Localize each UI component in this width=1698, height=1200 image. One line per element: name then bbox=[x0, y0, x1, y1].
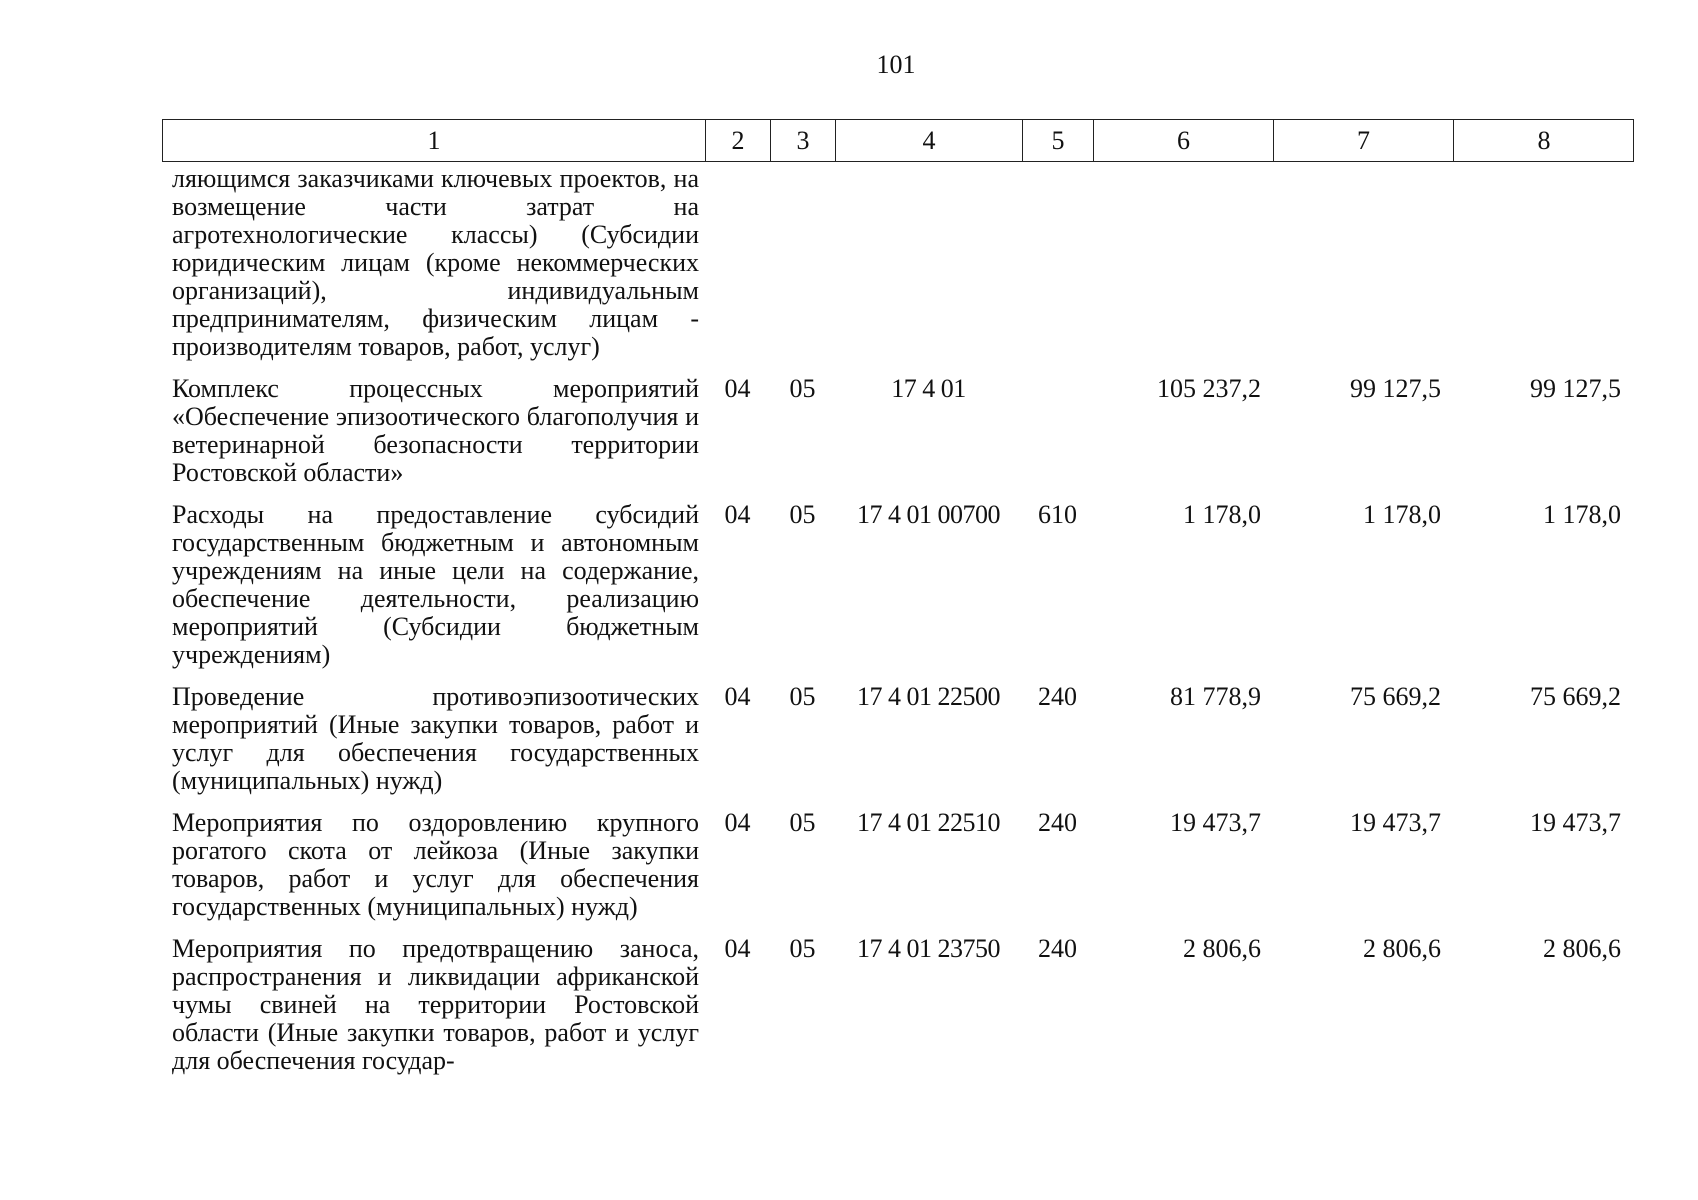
table-row bbox=[162, 809, 1634, 921]
cell-expense-type: 240 bbox=[1038, 808, 1077, 837]
cell-amount-8: 19 473,7 bbox=[1530, 808, 1621, 837]
cell-section: 04 bbox=[724, 500, 751, 529]
header-col-6: 6 bbox=[1094, 120, 1274, 161]
header-col-7: 7 bbox=[1274, 120, 1454, 161]
budget-table bbox=[162, 119, 1634, 1089]
cell-subsection: 05 bbox=[789, 808, 816, 837]
cell-expense-type bbox=[1022, 375, 1093, 487]
table-row bbox=[162, 375, 1634, 487]
cell-target-code bbox=[835, 165, 1022, 361]
cell-amount-6: 1 178,0 bbox=[1183, 500, 1261, 529]
cell-amount-7: 2 806,6 bbox=[1363, 934, 1441, 963]
header-col-2: 2 bbox=[706, 120, 771, 161]
cell-target-code: 17 4 01 22510 bbox=[857, 808, 1000, 837]
cell-target-code: 17 4 01 23750 bbox=[857, 934, 1000, 963]
row-description: Расходы на предоставление субсидий государственным бюджетным и автономным учреждениям на иные цели на содержание, обеспечение деятельности, реализацию мероприятий (Субсидии бюджетным учреждениям) bbox=[172, 500, 699, 669]
cell-amount-8: 99 127,5 bbox=[1530, 374, 1621, 403]
header-col-3: 3 bbox=[771, 120, 836, 161]
table-row bbox=[162, 501, 1634, 669]
row-description: Мероприятия по предотвращению заноса, распространения и ликвидации африканской чумы свиней на территории Ростовской области (Иные закупки товаров, работ и услуг для обеспечения государ- bbox=[172, 934, 699, 1075]
cell-subsection: 05 bbox=[789, 374, 816, 403]
header-col-4: 4 bbox=[836, 120, 1023, 161]
header-col-8: 8 bbox=[1537, 125, 1551, 155]
cell-section: 04 bbox=[724, 374, 751, 403]
table-body bbox=[162, 165, 1634, 1075]
row-description: Комплекс процессных мероприятий «Обеспечение эпизоотического благополучия и ветеринарной безопасности территории Ростовской области» bbox=[172, 374, 699, 487]
cell-amount-7 bbox=[1273, 165, 1453, 361]
table-row bbox=[162, 683, 1634, 795]
cell-section bbox=[705, 165, 770, 361]
header-col-5: 5 bbox=[1023, 120, 1094, 161]
cell-subsection: 05 bbox=[789, 682, 816, 711]
cell-amount-7: 19 473,7 bbox=[1350, 808, 1441, 837]
cell-amount-8: 1 178,0 bbox=[1543, 500, 1621, 529]
table-row bbox=[162, 165, 1634, 361]
cell-expense-type: 240 bbox=[1038, 934, 1077, 963]
cell-expense-type: 610 bbox=[1038, 500, 1077, 529]
cell-section: 04 bbox=[724, 808, 751, 837]
page-number: 101 bbox=[876, 50, 916, 79]
row-description: Мероприятия по оздоровлению крупного рогатого скота от лейкоза (Иные закупки товаров, работ и услуг для обеспечения государственных (муниципальных) нужд) bbox=[172, 808, 699, 921]
header-col-1: 1 bbox=[163, 120, 706, 161]
cell-expense-type: 240 bbox=[1038, 682, 1077, 711]
cell-amount-6: 19 473,7 bbox=[1170, 808, 1261, 837]
cell-amount-6: 105 237,2 bbox=[1157, 374, 1261, 403]
cell-amount-6: 2 806,6 bbox=[1183, 934, 1261, 963]
cell-amount-8 bbox=[1453, 165, 1633, 361]
cell-section: 04 bbox=[724, 682, 751, 711]
cell-amount-8: 75 669,2 bbox=[1530, 682, 1621, 711]
table-header-row bbox=[162, 119, 1634, 162]
cell-amount-6: 81 778,9 bbox=[1170, 682, 1261, 711]
row-description: Проведение противоэпизоотических мероприятий (Иные закупки товаров, работ и услуг для обеспечения государственных (муниципальных) нужд) bbox=[172, 682, 699, 795]
cell-target-code: 17 4 01 bbox=[891, 374, 966, 403]
cell-section: 04 bbox=[724, 934, 751, 963]
cell-subsection: 05 bbox=[789, 500, 816, 529]
cell-amount-6 bbox=[1093, 165, 1273, 361]
cell-amount-8: 2 806,6 bbox=[1543, 934, 1621, 963]
cell-target-code: 17 4 01 00700 bbox=[857, 500, 1000, 529]
cell-expense-type bbox=[1022, 165, 1093, 361]
cell-subsection bbox=[770, 165, 835, 361]
cell-amount-7: 99 127,5 bbox=[1350, 374, 1441, 403]
cell-target-code: 17 4 01 22500 bbox=[857, 682, 1000, 711]
cell-amount-7: 1 178,0 bbox=[1363, 500, 1441, 529]
cell-amount-7: 75 669,2 bbox=[1350, 682, 1441, 711]
row-description: ляющимся заказчиками ключевых проектов, на возмещение части затрат на агротехнологические классы) (Субсидии юридическим лицам (кроме некоммерческих организаций), индивидуальным предпринимателям, физическим лицам - производителям товаров, работ, услуг) bbox=[172, 164, 699, 361]
table-row bbox=[162, 935, 1634, 1075]
cell-subsection: 05 bbox=[789, 934, 816, 963]
